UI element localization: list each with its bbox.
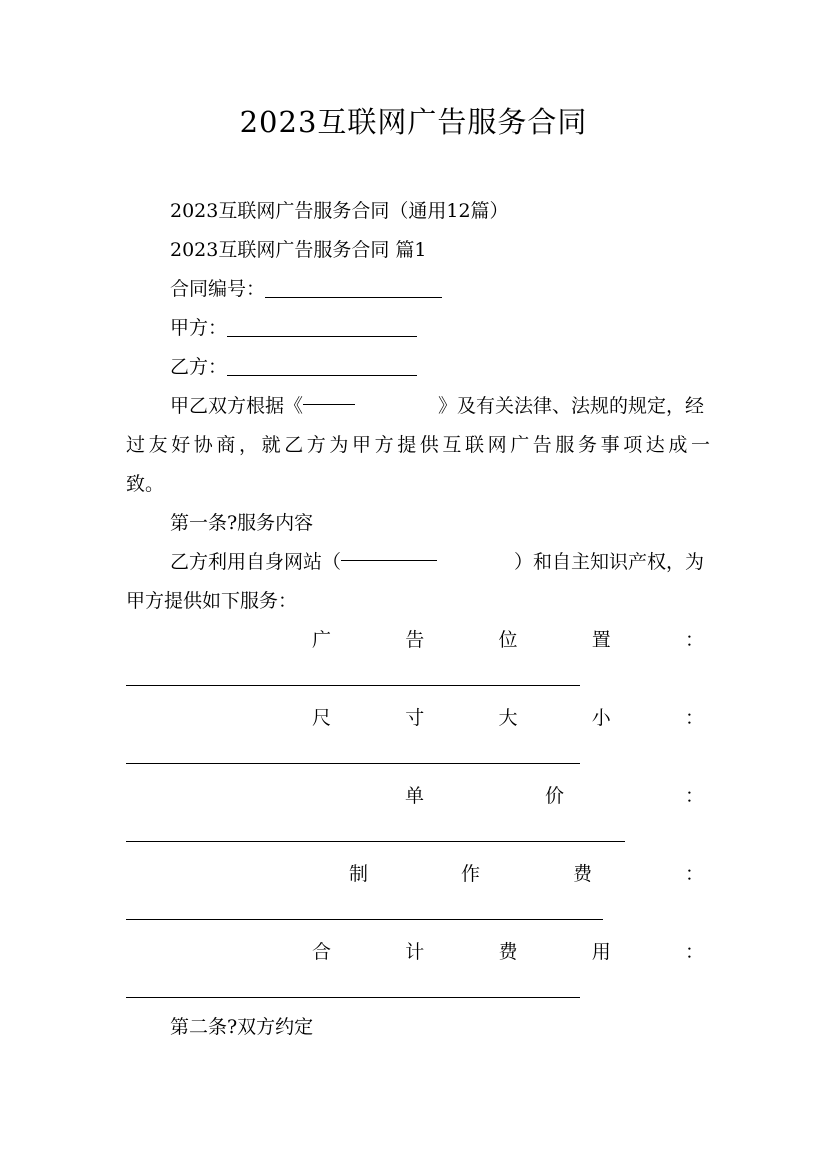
party-a-line bbox=[170, 308, 704, 348]
field-char: 置 bbox=[591, 629, 611, 651]
field-char: 制 bbox=[349, 863, 369, 885]
field-size-blank bbox=[126, 763, 580, 764]
field-char: 计 bbox=[405, 941, 425, 963]
field-production-fee-blank bbox=[126, 919, 603, 920]
service-paragraph-line-2: 甲方提供如下服务： bbox=[126, 590, 298, 612]
field-char: 寸 bbox=[405, 707, 425, 729]
law-name-blank bbox=[303, 386, 355, 405]
field-char: 作 bbox=[460, 863, 480, 885]
intro-paragraph-line-2: 过友好协商，就乙方为甲方提供互联网广告服务事项达成一 bbox=[126, 434, 714, 456]
field-char: ： bbox=[684, 785, 704, 807]
field-char: 广 bbox=[312, 629, 332, 651]
intro-paragraph-line-1 bbox=[170, 386, 704, 426]
field-ad-position-blank bbox=[126, 685, 580, 686]
article-2-heading: 第二条?双方约定 bbox=[170, 1016, 314, 1038]
article-1-heading: 第一条?服务内容 bbox=[170, 512, 314, 534]
website-blank bbox=[341, 542, 437, 561]
intro-text-1b: 》及有关法律、法规的规定，经 bbox=[437, 395, 704, 417]
field-char: 费 bbox=[572, 863, 592, 885]
service-paragraph-line-1 bbox=[170, 542, 704, 582]
intro-text-1a: 甲乙双方根据《 bbox=[170, 395, 304, 417]
field-char: 合 bbox=[312, 941, 332, 963]
party-b-line bbox=[170, 347, 704, 387]
contract-number-blank bbox=[265, 279, 442, 298]
section-heading: 2023互联网广告服务合同 篇1 bbox=[170, 239, 427, 261]
party-b-blank bbox=[227, 357, 417, 376]
contract-number-label: 合同编号： bbox=[170, 278, 266, 300]
field-char: 费 bbox=[498, 941, 518, 963]
document-subtitle: 2023互联网广告服务合同（通用12篇） bbox=[170, 200, 509, 222]
party-a-blank bbox=[227, 318, 417, 337]
service-text-1a: 乙方利用自身网站（ bbox=[170, 551, 342, 573]
field-ad-position bbox=[312, 620, 704, 660]
field-char: ： bbox=[684, 629, 704, 651]
field-char: ： bbox=[684, 941, 704, 963]
field-char: 用 bbox=[591, 941, 611, 963]
field-char: 大 bbox=[498, 707, 518, 729]
field-total-cost bbox=[312, 932, 704, 972]
field-char: 位 bbox=[498, 629, 518, 651]
field-char: 小 bbox=[591, 707, 611, 729]
intro-paragraph-line-3: 致。 bbox=[126, 473, 165, 495]
field-char: 单 bbox=[405, 785, 425, 807]
field-char: ： bbox=[684, 863, 704, 885]
party-a-label: 甲方： bbox=[170, 317, 228, 339]
field-unit-price-blank bbox=[126, 841, 625, 842]
field-char: 尺 bbox=[312, 707, 332, 729]
field-size bbox=[312, 698, 704, 738]
field-char: 价 bbox=[544, 785, 564, 807]
field-char: 告 bbox=[405, 629, 425, 651]
field-total-cost-blank bbox=[126, 997, 580, 998]
contract-number-line bbox=[170, 269, 704, 309]
field-char: ： bbox=[684, 707, 704, 729]
field-unit-price bbox=[405, 776, 704, 816]
field-production-fee bbox=[349, 854, 704, 894]
service-text-1b: ）和自主知识产权，为 bbox=[513, 551, 704, 573]
party-b-label: 乙方： bbox=[170, 356, 228, 378]
document-title: 2023互联网广告服务合同 bbox=[239, 105, 588, 139]
